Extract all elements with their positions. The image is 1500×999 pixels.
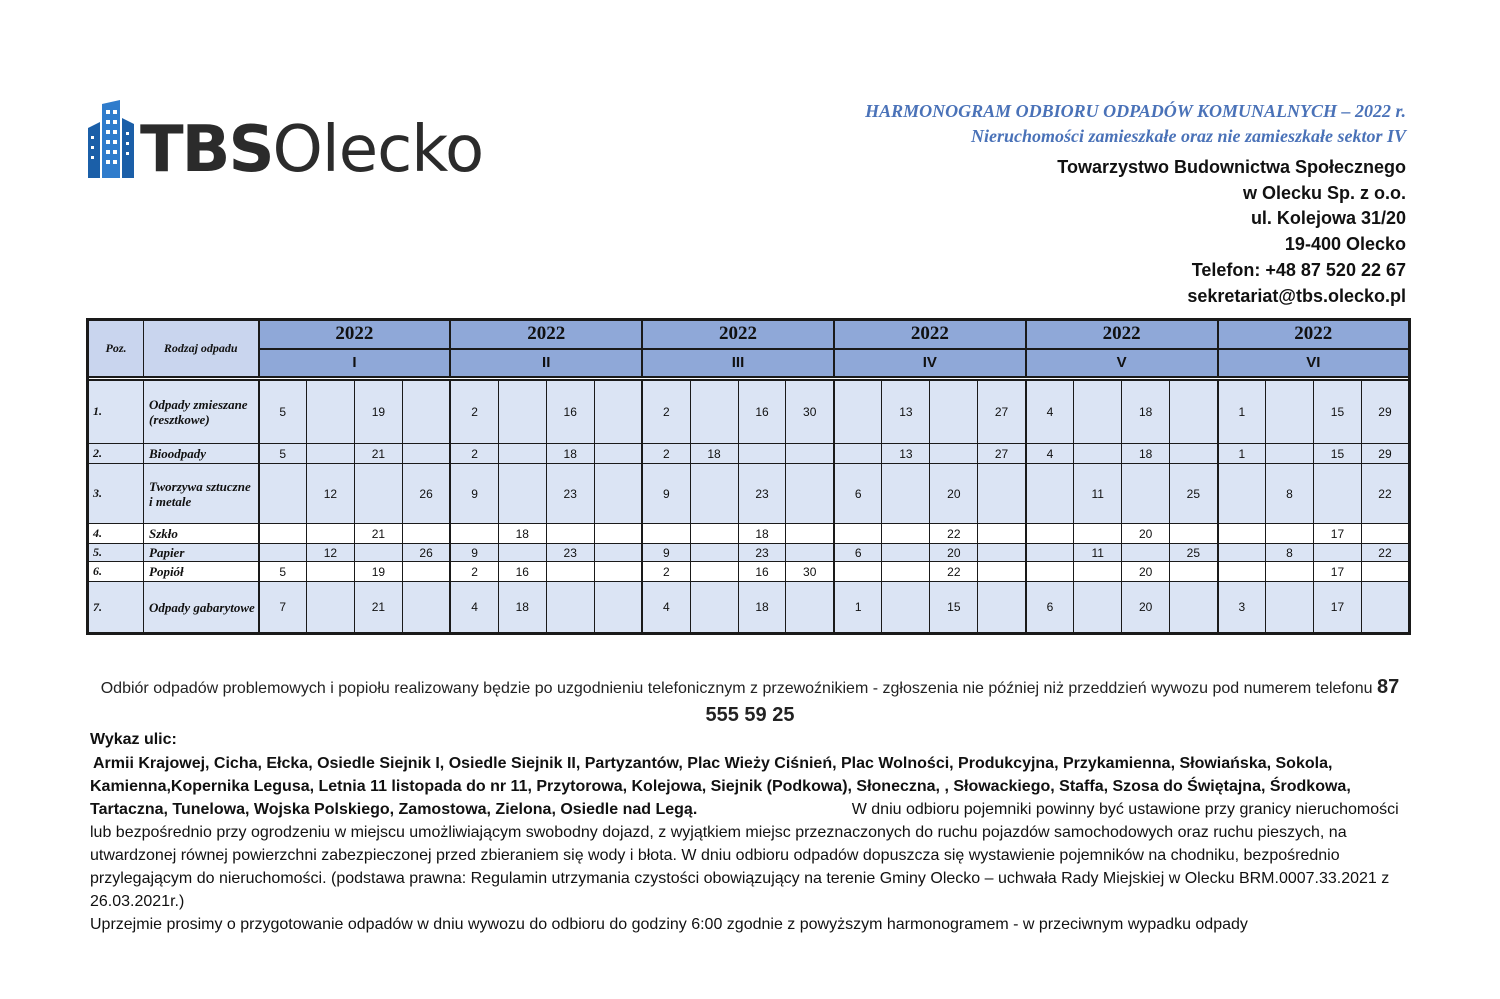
row-position: 3.	[88, 464, 144, 524]
collection-day: 9	[450, 544, 498, 562]
collection-day: 23	[738, 464, 786, 524]
collection-day: 6	[834, 544, 882, 562]
collection-day	[786, 464, 834, 524]
collection-day: 4	[450, 582, 498, 634]
collection-day	[1026, 544, 1074, 562]
collection-day	[1313, 464, 1361, 524]
collection-day: 16	[738, 562, 786, 582]
collection-day	[354, 544, 402, 562]
collection-day	[1218, 464, 1266, 524]
collection-day: 15	[1313, 444, 1361, 464]
collection-day: 4	[642, 582, 690, 634]
collection-day	[306, 524, 354, 544]
year-header: 2022	[1218, 320, 1410, 349]
collection-day	[738, 444, 786, 464]
collection-day: 2	[642, 444, 690, 464]
year-header: 2022	[259, 320, 451, 349]
streets-and-rules	[90, 752, 1410, 936]
collection-day: 8	[1266, 544, 1314, 562]
collection-day	[834, 444, 882, 464]
col-header-type: Rodzaj odpadu	[144, 320, 259, 377]
collection-day: 15	[1313, 380, 1361, 444]
collection-day: 22	[1361, 464, 1409, 524]
problem-waste-note	[90, 674, 1410, 730]
collection-day	[690, 524, 738, 544]
waste-type: Szkło	[144, 524, 259, 544]
collection-day: 20	[930, 544, 978, 562]
collection-day: 30	[786, 380, 834, 444]
collection-day	[690, 582, 738, 634]
collection-day	[1170, 380, 1218, 444]
collection-day	[498, 380, 546, 444]
collection-day: 23	[546, 544, 594, 562]
collection-day: 26	[402, 464, 450, 524]
collection-day: 5	[259, 562, 307, 582]
collection-day	[546, 562, 594, 582]
collection-day	[1266, 524, 1314, 544]
collection-day: 8	[1266, 464, 1314, 524]
collection-schedule-table	[86, 318, 1411, 635]
collection-day: 29	[1361, 444, 1409, 464]
table-row	[88, 444, 1410, 464]
collection-day	[978, 562, 1026, 582]
collection-day	[1074, 562, 1122, 582]
collection-day	[882, 562, 930, 582]
collection-day: 29	[1361, 380, 1409, 444]
note-text: Odbiór odpadów problemowych i popiołu realizowany będzie po uzgodnieniu telefonicznym z przewoźnikiem - zgłoszenia nie później niż przeddzień wywozu pod numerem telefonu	[100, 680, 1373, 697]
collection-day	[1026, 464, 1074, 524]
collection-day: 16	[546, 380, 594, 444]
placement-rules: W dniu odbioru pojemniki powinny być ustawione przy granicy nieruchomości lub bezpośrednio przy ogrodzeniu w miejscu umożliwiającym swobodny dojazd, z wyjątkiem miejsc przeznaczonych do ruchu pojazdów samochodowych oraz ruchu pieszych, na utwardzonej równej powierzchni zabezpieczonej przed zbieraniem się wody i błota. W dniu odbioru odpadów dopuszcza się wystawienie pojemników na chodniku, bezpośrednio przylegającym do nieruchomości. (podstawa prawna: Regulamin utrzymania czystości obowiązujący na terenie Gminy Olecko – uchwała Rady Miejskiej w Olecku BRM.0007.33.2021 z 26.03.2021r.)	[90, 801, 1399, 910]
collection-day: 20	[1122, 562, 1170, 582]
collection-day: 13	[882, 444, 930, 464]
collection-day	[882, 464, 930, 524]
collection-day	[306, 562, 354, 582]
address-line: ul. Kolejowa 31/20	[1250, 208, 1406, 229]
collection-day: 18	[1122, 380, 1170, 444]
collection-day: 15	[930, 582, 978, 634]
collection-day	[1170, 582, 1218, 634]
collection-day: 1	[1218, 444, 1266, 464]
address-email: sekretariat@tbs.olecko.pl	[1187, 285, 1406, 306]
waste-type: Bioodpady	[144, 444, 259, 464]
collection-day	[1266, 562, 1314, 582]
collection-day	[1218, 524, 1266, 544]
collection-day	[1122, 464, 1170, 524]
waste-type: Odpady zmieszane (resztkowe)	[144, 380, 259, 444]
col-header-pos: Poz.	[88, 320, 144, 377]
collection-day: 4	[1026, 380, 1074, 444]
row-position: 4.	[88, 524, 144, 544]
collection-day: 21	[354, 582, 402, 634]
collection-day	[930, 380, 978, 444]
month-header: III	[642, 349, 834, 377]
collection-day: 12	[306, 544, 354, 562]
month-header: VI	[1218, 349, 1410, 377]
collection-day: 22	[930, 562, 978, 582]
collection-day	[1266, 380, 1314, 444]
collection-day: 22	[930, 524, 978, 544]
month-header: IV	[834, 349, 1026, 377]
row-position: 6.	[88, 562, 144, 582]
collection-day	[354, 464, 402, 524]
collection-day: 18	[546, 444, 594, 464]
collection-day: 6	[1026, 582, 1074, 634]
collection-day: 18	[738, 524, 786, 544]
collection-day	[978, 524, 1026, 544]
collection-day	[402, 582, 450, 634]
collection-day: 9	[642, 464, 690, 524]
collection-day	[546, 524, 594, 544]
collection-day	[594, 524, 642, 544]
collection-day	[978, 544, 1026, 562]
collection-day: 2	[450, 562, 498, 582]
collection-day: 23	[738, 544, 786, 562]
row-position: 1.	[88, 380, 144, 444]
collection-day	[546, 582, 594, 634]
month-header: II	[450, 349, 642, 377]
collection-day	[690, 380, 738, 444]
collection-day: 18	[1122, 444, 1170, 464]
collection-day	[402, 562, 450, 582]
collection-day: 17	[1313, 582, 1361, 634]
collection-day: 13	[882, 380, 930, 444]
schedule-title: HARMONOGRAM ODBIORU ODPADÓW KOMUNALNYCH – 2022 r.	[865, 101, 1406, 121]
collection-day	[930, 444, 978, 464]
collection-day	[786, 444, 834, 464]
collection-day	[834, 524, 882, 544]
collection-day	[498, 444, 546, 464]
month-header: I	[259, 349, 451, 377]
row-position: 5.	[88, 544, 144, 562]
collection-day: 9	[450, 464, 498, 524]
collection-day: 7	[259, 582, 307, 634]
collection-day	[1170, 562, 1218, 582]
collection-day	[786, 544, 834, 562]
collection-day	[1361, 582, 1409, 634]
collection-day	[1266, 444, 1314, 464]
collection-day	[690, 464, 738, 524]
collection-day	[834, 562, 882, 582]
collection-day: 27	[978, 444, 1026, 464]
year-header: 2022	[450, 320, 642, 349]
building-icon	[86, 100, 136, 178]
collection-day: 25	[1170, 544, 1218, 562]
year-header: 2022	[834, 320, 1026, 349]
collection-day: 17	[1313, 562, 1361, 582]
collection-day: 20	[1122, 582, 1170, 634]
logo-wordmark: TBSOlecko	[140, 113, 484, 187]
collection-day: 11	[1074, 464, 1122, 524]
collection-day	[786, 582, 834, 634]
waste-type: Popiół	[144, 562, 259, 582]
collection-day	[882, 544, 930, 562]
table-row	[88, 562, 1410, 582]
table-row	[88, 524, 1410, 544]
collection-day	[1074, 524, 1122, 544]
collection-day: 12	[306, 464, 354, 524]
carrier-phone: 87 555 59 25	[705, 676, 1400, 726]
collection-day	[498, 544, 546, 562]
collection-day	[1266, 582, 1314, 634]
collection-day: 19	[354, 562, 402, 582]
collection-day	[978, 582, 1026, 634]
collection-day: 2	[642, 380, 690, 444]
collection-day	[1361, 562, 1409, 582]
collection-day	[1074, 582, 1122, 634]
collection-day	[1361, 524, 1409, 544]
collection-day	[882, 524, 930, 544]
collection-day: 26	[402, 544, 450, 562]
collection-day	[786, 524, 834, 544]
collection-day: 2	[450, 380, 498, 444]
collection-day	[1074, 380, 1122, 444]
collection-day	[690, 544, 738, 562]
collection-day	[834, 380, 882, 444]
tbs-logo	[86, 100, 484, 187]
collection-day	[306, 380, 354, 444]
collection-day	[259, 524, 307, 544]
collection-day	[594, 464, 642, 524]
collection-day: 2	[450, 444, 498, 464]
collection-day	[450, 524, 498, 544]
collection-day: 27	[978, 380, 1026, 444]
collection-day	[1218, 562, 1266, 582]
year-header: 2022	[1026, 320, 1218, 349]
collection-day	[259, 544, 307, 562]
collection-day: 16	[738, 380, 786, 444]
waste-type: Odpady gabarytowe	[144, 582, 259, 634]
collection-day	[594, 562, 642, 582]
table-row	[88, 464, 1410, 524]
collection-day	[1170, 524, 1218, 544]
collection-day	[594, 444, 642, 464]
collection-day: 1	[1218, 380, 1266, 444]
address-line: w Olecku Sp. z o.o.	[1242, 182, 1406, 203]
collection-day: 18	[498, 582, 546, 634]
waste-type: Papier	[144, 544, 259, 562]
table-row	[88, 380, 1410, 444]
streets-title: Wykaz ulic:	[90, 731, 177, 748]
collection-day: 20	[1122, 524, 1170, 544]
row-position: 2.	[88, 444, 144, 464]
collection-day	[978, 464, 1026, 524]
collection-day	[594, 380, 642, 444]
collection-day	[306, 444, 354, 464]
collection-day: 6	[834, 464, 882, 524]
address-line: 19-400 Olecko	[1284, 234, 1406, 255]
collection-day: 11	[1074, 544, 1122, 562]
collection-day	[1170, 444, 1218, 464]
collection-day: 21	[354, 524, 402, 544]
collection-day: 5	[259, 444, 307, 464]
collection-day	[594, 544, 642, 562]
address-phone: Telefon: +48 87 520 22 67	[1191, 259, 1406, 280]
collection-day	[1026, 562, 1074, 582]
collection-day: 2	[642, 562, 690, 582]
collection-day	[259, 464, 307, 524]
collection-day: 1	[834, 582, 882, 634]
collection-day: 19	[354, 380, 402, 444]
collection-day	[402, 444, 450, 464]
collection-day	[882, 582, 930, 634]
collection-day	[1313, 544, 1361, 562]
collection-day: 22	[1361, 544, 1409, 562]
collection-day: 18	[738, 582, 786, 634]
collection-day	[402, 380, 450, 444]
collection-day: 18	[498, 524, 546, 544]
collection-day: 20	[930, 464, 978, 524]
waste-type: Tworzywa sztuczne i metale	[144, 464, 259, 524]
collection-day: 18	[690, 444, 738, 464]
collection-day	[690, 562, 738, 582]
street-list: Armii Krajowej, Cicha, Ełcka, Osiedle Siejnik I, Osiedle Siejnik II, Partyzantów, Plac Wieży Ciśnień, Plac Wolności, Produkcyjna, Przykamienna, Słowiańska, Sokola, Kamienna,Kopernika Legusa, Letnia 11 listopada do nr 11, Przytorowa, Kolejowa, Siejnik (Podkowa), Słoneczna, , Słowackiego, Staffa, Szosa do Świętajna, Środkowa, Tartaczna, Tunelowa, Wojska Polskiego, Zamostowa, Zielona, Osiedle nad Legą.	[90, 755, 1351, 818]
table-row	[88, 582, 1410, 634]
collection-day: 25	[1170, 464, 1218, 524]
month-header: V	[1026, 349, 1218, 377]
collection-day: 16	[498, 562, 546, 582]
collection-day: 30	[786, 562, 834, 582]
collection-day	[642, 524, 690, 544]
collection-day: 4	[1026, 444, 1074, 464]
company-address	[1057, 155, 1406, 309]
collection-day	[594, 582, 642, 634]
collection-day	[306, 582, 354, 634]
collection-day: 17	[1313, 524, 1361, 544]
collection-day	[1218, 544, 1266, 562]
address-line: Towarzystwo Budownictwa Społecznego	[1057, 157, 1406, 177]
collection-day: 21	[354, 444, 402, 464]
year-header: 2022	[642, 320, 834, 349]
collection-day	[402, 524, 450, 544]
collection-day	[1026, 524, 1074, 544]
collection-day	[498, 464, 546, 524]
collection-day	[1122, 544, 1170, 562]
collection-day	[1074, 444, 1122, 464]
schedule-subtitle: Nieruchomości zamieszkałe oraz nie zamieszkałe sektor IV	[970, 126, 1406, 146]
collection-day: 23	[546, 464, 594, 524]
table-row	[88, 544, 1410, 562]
preparation-request: Uprzejmie prosimy o przygotowanie odpadów w dniu wywozu do odbioru do godziny 6:00 zgodnie z powyższym harmonogramem - w przeciwnym wypadku odpady	[90, 916, 1248, 933]
collection-day: 3	[1218, 582, 1266, 634]
collection-day: 9	[642, 544, 690, 562]
collection-day: 5	[259, 380, 307, 444]
row-position: 7.	[88, 582, 144, 634]
